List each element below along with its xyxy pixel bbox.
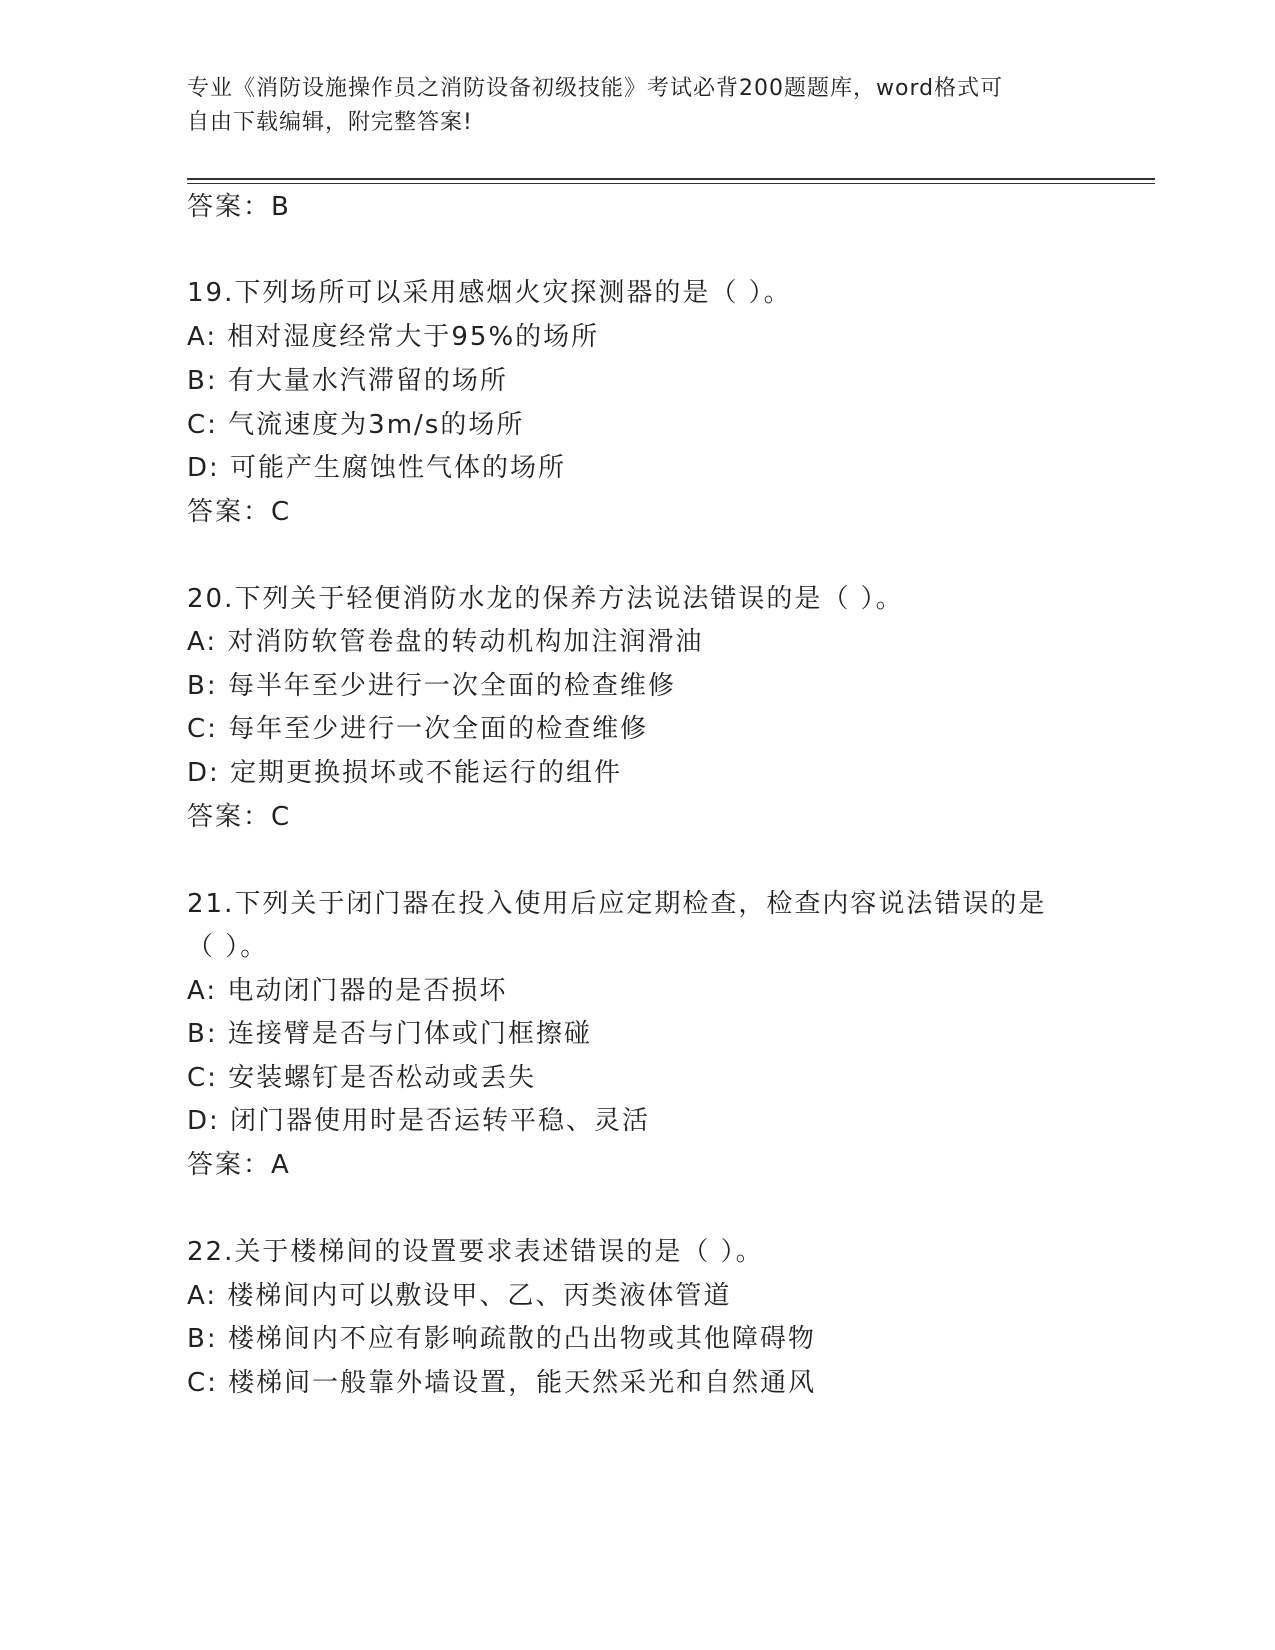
question-stem-continuation: （ ）。 [187, 932, 269, 962]
option-c: C: 每年至少进行一次全面的检查维修 [187, 714, 649, 744]
option-d: D: 定期更换损坏或不能运行的组件 [187, 758, 623, 788]
option-c: C: 楼梯间一般靠外墙设置，能天然采光和自然通风 [187, 1368, 817, 1398]
option-c: C: 安装螺钉是否松动或丢失 [187, 1063, 537, 1093]
question-stem: 19.下列场所可以采用感烟火灾探测器的是（ ）。 [187, 278, 792, 308]
header-line-2: 自由下载编辑，附完整答案! [187, 110, 473, 135]
option-b: B: 有大量水汽滞留的场所 [187, 366, 508, 396]
answer-line: 答案：A [187, 1150, 291, 1180]
option-d: D: 可能产生腐蚀性气体的场所 [187, 453, 567, 483]
option-a: A: 对消防软管卷盘的转动机构加注润滑油 [187, 627, 704, 657]
document-header [187, 72, 1087, 140]
option-b: B: 楼梯间内不应有影响疏散的凸出物或其他障碍物 [187, 1324, 816, 1354]
option-d: D: 闭门器使用时是否运转平稳、灵活 [187, 1106, 651, 1136]
answer-line: 答案：C [187, 802, 292, 832]
header-rule-thin [187, 183, 1155, 184]
option-b: B: 连接臂是否与门体或门框擦碰 [187, 1019, 592, 1049]
header-line-1: 专业《消防设施操作员之消防设备初级技能》考试必背200题题库，word格式可 [187, 76, 1004, 101]
option-a: A: 相对湿度经常大于95%的场所 [187, 322, 600, 352]
question-stem: 21.下列关于闭门器在投入使用后应定期检查，检查内容说法错误的是 [187, 889, 1047, 919]
option-c: C: 气流速度为3m/s的场所 [187, 410, 525, 440]
answer-line: 答案：B [187, 192, 291, 222]
option-b: B: 每半年至少进行一次全面的检查维修 [187, 671, 676, 701]
question-stem: 22.关于楼梯间的设置要求表述错误的是（ ）。 [187, 1237, 764, 1267]
option-a: A: 电动闭门器的是否损坏 [187, 976, 508, 1006]
header-rule-thick [187, 178, 1155, 180]
question-stem: 20.下列关于轻便消防水龙的保养方法说法错误的是（ ）。 [187, 584, 904, 614]
option-a: A: 楼梯间内可以敷设甲、乙、丙类液体管道 [187, 1281, 732, 1311]
answer-line: 答案：C [187, 497, 292, 527]
